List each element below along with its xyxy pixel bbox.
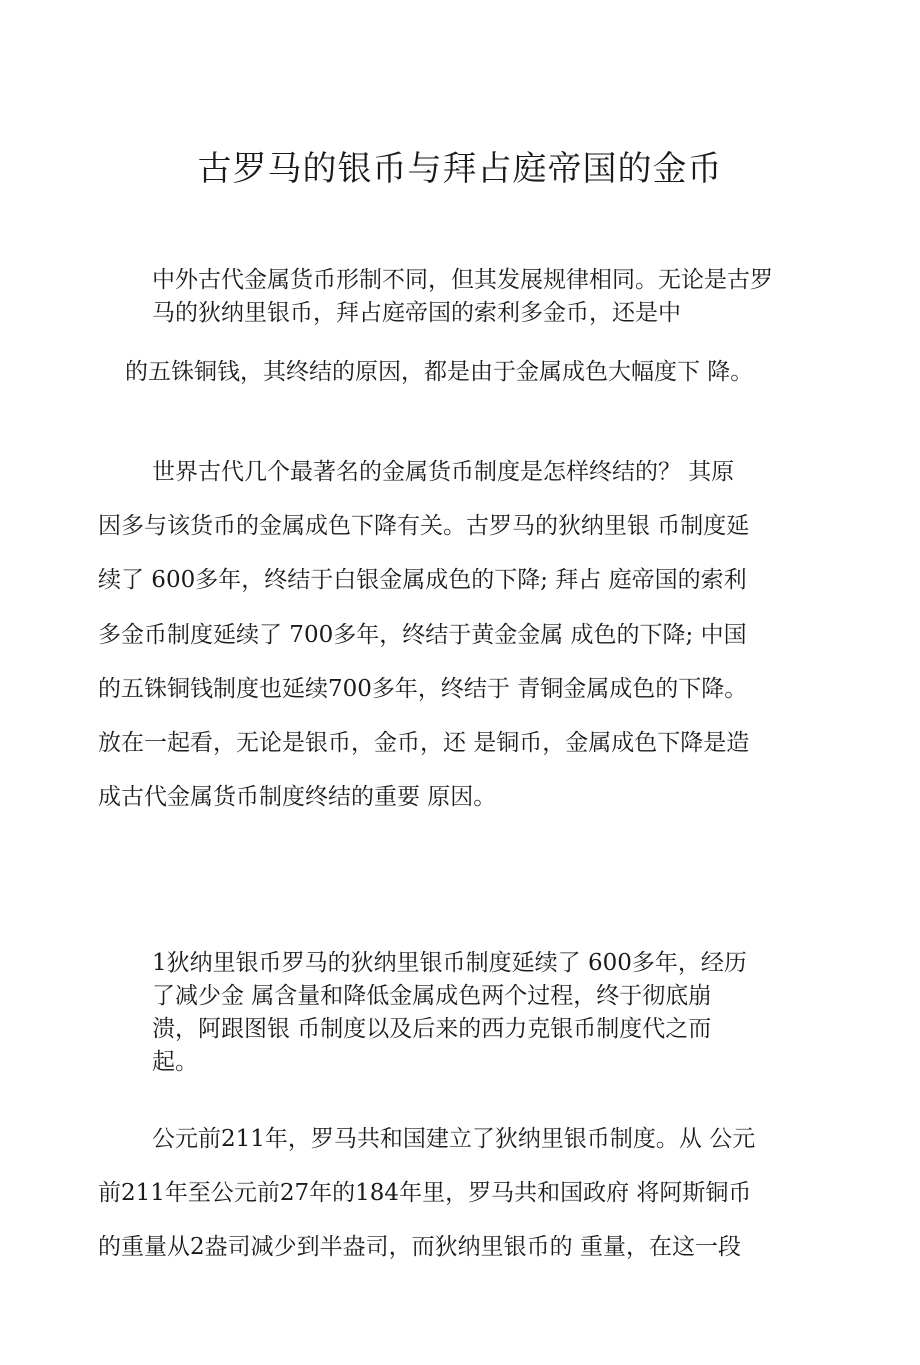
section-1-line: 了减少金 属含量和降低金属成色两个过程，终于彻底崩 <box>152 983 712 1009</box>
intro-line-1: 中外古代金属货币形制不同，但其发展规律相同。无论是古罗 <box>152 267 773 293</box>
section-1-line: 起。 <box>152 1049 198 1075</box>
paragraph-2-line: 前211年至公元前27年的184年里，罗马共和国政府 将阿斯铜币 <box>98 1180 752 1206</box>
paragraph-2-line: 的重量从2盎司减少到半盎司，而狄纳里银币的 重量，在这一段 <box>98 1234 741 1260</box>
paragraph-1-line: 因多与该货币的金属成色下降有关。古罗马的狄纳里银 币制度延 <box>98 513 750 539</box>
paragraph-1-line: 放在一起看，无论是银币，金币，还 是铜币，金属成色下降是造 <box>98 730 750 756</box>
section-1-line: 溃，阿跟图银 币制度以及后来的西力克银币制度代之而 <box>152 1016 712 1042</box>
paragraph-1-line: 多金币制度延续了 700多年，终结于黄金金属 成色的下降; 中国 <box>98 622 747 648</box>
document-title: 古罗马的银币与拜占庭帝国的金币 <box>197 149 723 189</box>
paragraph-1-line: 续了 600多年，终结于白银金属成色的下降; 拜占 庭帝国的索利 <box>98 567 747 593</box>
section-1-line: 1狄纳里银币罗马的狄纳里银币制度延续了 600多年，经历 <box>152 950 747 976</box>
paragraph-1-line: 成古代金属货币制度终结的重要 原因。 <box>98 784 497 810</box>
paragraph-1-line: 世界古代几个最著名的金属货币制度是怎样终结的？ 其原 <box>152 459 735 485</box>
intro-line-3: 的五铢铜钱，其终结的原因，都是由于金属成色大幅度下 降。 <box>125 359 754 385</box>
paragraph-2-line: 公元前211年，罗马共和国建立了狄纳里银币制度。从 公元 <box>152 1126 756 1152</box>
intro-line-2: 马的狄纳里银币，拜占庭帝国的索利多金币，还是中 <box>152 300 681 326</box>
paragraph-1-line: 的五铢铜钱制度也延续700多年，终结于 青铜金属成色的下降。 <box>98 676 748 702</box>
